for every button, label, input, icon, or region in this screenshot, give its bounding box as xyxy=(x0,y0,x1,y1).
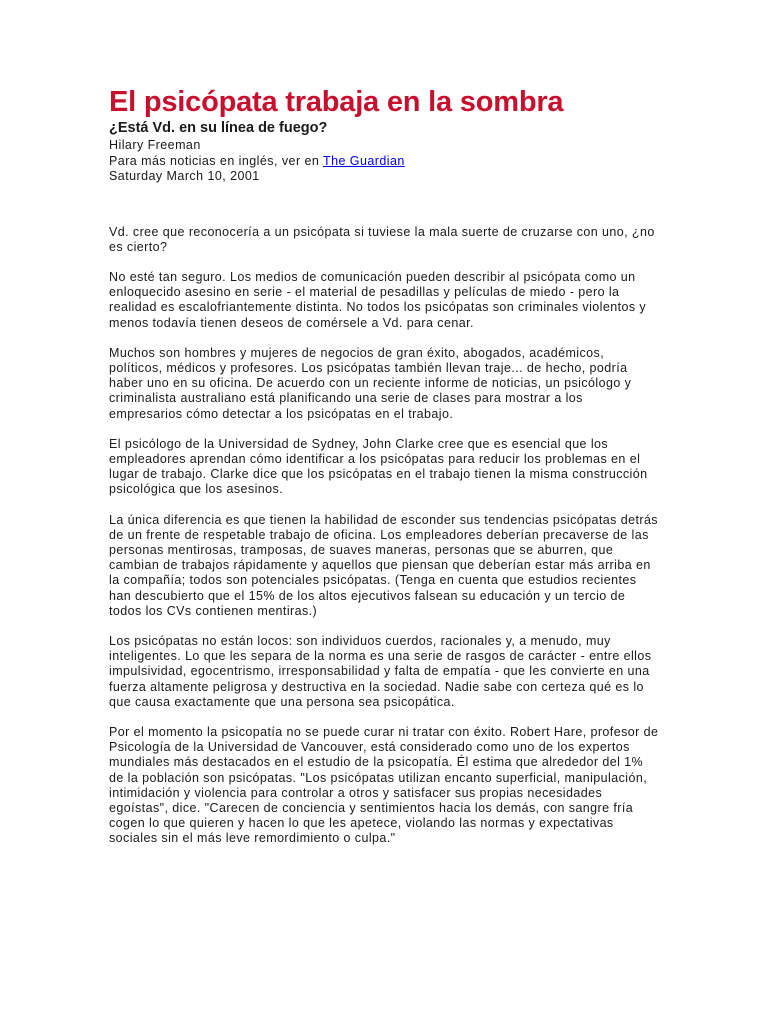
paragraph-6: Los psicópatas no están locos: son individuos cuerdos, racionales y, a menudo, muy inteligentes. Lo que les separa de la norma es una serie de rasgos de carácter - entre ellos impulsividad, egocentrismo, irresponsabilidad y falta de empatía - que les convierte en una fuerza altamente peligrosa y destructiva en la sociedad. Nadie sabe con certeza qué es lo que causa exactamente que una persona sea psicopática. xyxy=(109,633,652,709)
paragraph-3: Muchos son hombres y mujeres de negocios de gran éxito, abogados, académicos, políticos, médicos y profesores. Los psicópatas también llevan traje... de hecho, podría haber uno en su oficina. De acuerdo con un reciente informe de noticias, un psicólogo y criminalista australiano está planificando una serie de clases para mostrar a los empresarios cómo detectar a los psicópatas en el trabajo. xyxy=(109,345,632,421)
paragraph-5: La única diferencia es que tienen la habilidad de esconder sus tendencias psicópatas detrás de un frente de respetable trabajo de oficina. Los empleadores deberían precaverse de las personas mentirosas, tramposas, de suaves maneras, personas que se aburren, que cambian de trabajos rápidamente y aquellos que piensan que deberían estar más arriba en la compañía; todos son potenciales psicópatas. (Tenga en cuenta que estudios recientes han descubierto que el 15% de los altos ejecutivos falsean su educación y un tercio de todos los CVs contienen mentiras.) xyxy=(109,512,658,618)
article-title: El psicópata trabaja en la sombra xyxy=(109,86,564,118)
article-body xyxy=(109,225,659,847)
guardian-link[interactable]: The Guardian xyxy=(323,153,405,168)
article-source-line xyxy=(109,154,659,170)
paragraph-7: Por el momento la psicopatía no se puede curar ni tratar con éxito. Robert Hare, profesor de Psicología de la Universidad de Vancouver, está considerado como uno de los expertos mundiales más destacados en el estudio de la psicopatía. Él estima que alrededor del 1% de la población son psicópatas. "Los psicópatas utilizan encanto superficial, manipulación, intimidación y violencia para controlar a otros y satisfacer sus propias necesidades egoístas", dice. "Carecen de conciencia y sentimientos hacia los demás, con sangre fría cogen lo que quieren y hacen lo que les apetece, violando las normas y expectativas sociales sin el más leve remordimiento o culpa." xyxy=(109,724,659,846)
article-subtitle: ¿Está Vd. en su línea de fuego? xyxy=(109,120,328,136)
article-date: Saturday March 10, 2001 xyxy=(109,169,260,183)
paragraph-2: No esté tan seguro. Los medios de comunicación pueden describir al psicópata como un enloquecido asesino en serie - el material de pesadillas y películas de miedo - pero la realidad es escalofriantemente distinta. No todos los psicópatas son criminales violentos y menos todavía tienen deseos de comérsele a Vd. para cenar. xyxy=(109,269,647,330)
paragraph-4: El psicólogo de la Universidad de Sydney, John Clarke cree que es esencial que los empleadores aprendan cómo identificar a los psicópatas para reducir los problemas en el lugar de trabajo. Clarke dice que los psicópatas en el trabajo tienen la misma construcción psicológica que los asesinos. xyxy=(109,436,648,497)
document-page xyxy=(109,84,659,862)
source-prefix: Para más noticias en inglés, ver en xyxy=(109,153,323,168)
article-author: Hilary Freeman xyxy=(109,138,201,152)
paragraph-1: Vd. cree que reconocería a un psicópata si tuviese la mala suerte de cruzarse con uno, ¿no es cierto? xyxy=(109,224,655,254)
